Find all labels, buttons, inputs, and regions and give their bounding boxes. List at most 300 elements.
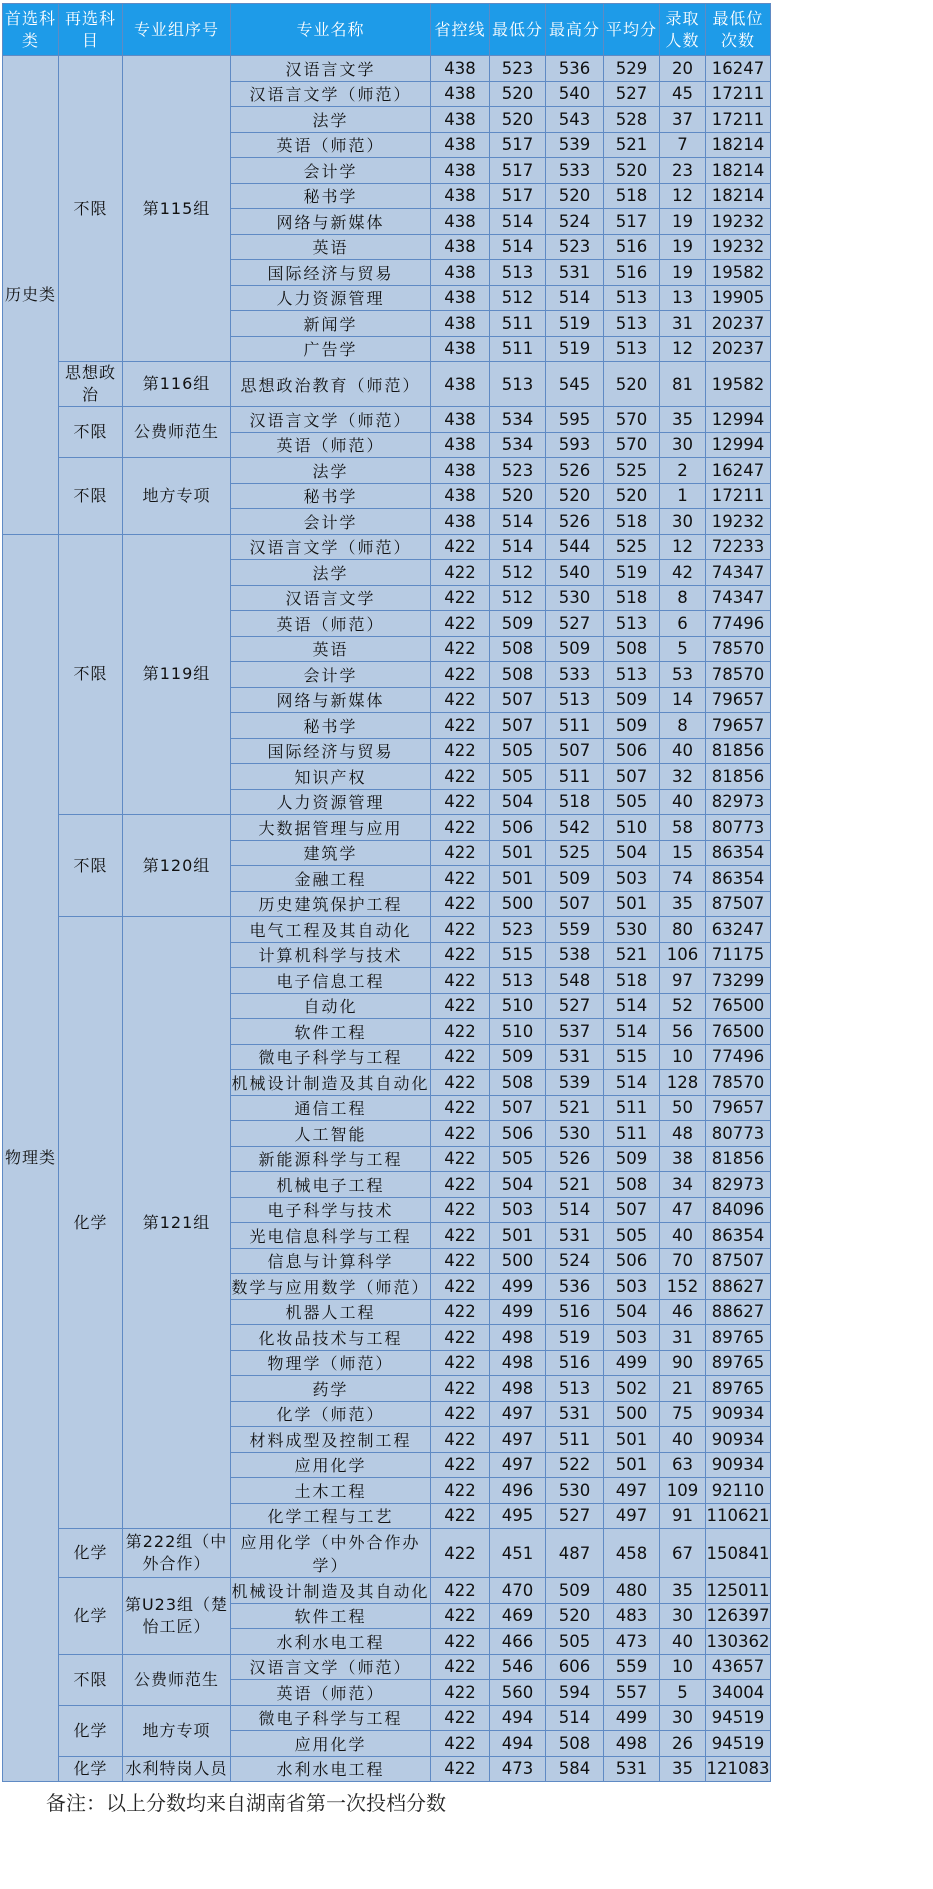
control-line-cell: 422 [431, 1223, 490, 1249]
min-rank-cell: 18214 [706, 183, 771, 209]
control-line-cell: 438 [431, 483, 490, 509]
avg-score-cell: 518 [604, 183, 660, 209]
min-rank-cell: 20237 [706, 311, 771, 337]
avg-score-cell: 503 [604, 1325, 660, 1351]
min-rank-cell: 19232 [706, 234, 771, 260]
table-row [3, 534, 771, 560]
min-rank-cell: 76500 [706, 1019, 771, 1045]
min-score-cell: 505 [490, 764, 546, 790]
table-row [3, 56, 771, 82]
group-number-cell: 第116组 [123, 362, 231, 407]
table-row [3, 362, 771, 407]
control-line-cell: 438 [431, 407, 490, 433]
max-score-cell: 519 [546, 311, 604, 337]
admitted-count-cell: 97 [660, 968, 706, 994]
min-score-cell: 501 [490, 840, 546, 866]
admitted-count-cell: 52 [660, 993, 706, 1019]
max-score-cell: 530 [546, 1478, 604, 1504]
control-line-cell: 422 [431, 1603, 490, 1629]
max-score-cell: 522 [546, 1452, 604, 1478]
header-min-rank: 最低位次数 [706, 4, 771, 56]
group-number-cell: 地方专项 [123, 458, 231, 535]
admitted-count-cell: 106 [660, 942, 706, 968]
max-score-cell: 511 [546, 764, 604, 790]
min-rank-cell: 80773 [706, 815, 771, 841]
avg-score-cell: 530 [604, 917, 660, 943]
second-subject-cell: 不限 [59, 56, 123, 362]
min-score-cell: 508 [490, 636, 546, 662]
avg-score-cell: 506 [604, 738, 660, 764]
control-line-cell: 438 [431, 107, 490, 133]
admission-table-wrapper [2, 3, 771, 1782]
max-score-cell: 514 [546, 1197, 604, 1223]
avg-score-cell: 521 [604, 942, 660, 968]
major-name-cell: 网络与新媒体 [231, 687, 431, 713]
major-name-cell: 汉语言文学 [231, 585, 431, 611]
admitted-count-cell: 19 [660, 234, 706, 260]
max-score-cell: 520 [546, 483, 604, 509]
min-rank-cell: 80773 [706, 1121, 771, 1147]
control-line-cell: 422 [431, 993, 490, 1019]
second-subject-cell: 不限 [59, 458, 123, 535]
control-line-cell: 422 [431, 713, 490, 739]
major-name-cell: 国际经济与贸易 [231, 260, 431, 286]
max-score-cell: 544 [546, 534, 604, 560]
max-score-cell: 526 [546, 458, 604, 484]
min-score-cell: 514 [490, 234, 546, 260]
avg-score-cell: 527 [604, 81, 660, 107]
second-subject-cell: 化学 [59, 917, 123, 1529]
avg-score-cell: 509 [604, 1146, 660, 1172]
major-name-cell: 机械电子工程 [231, 1172, 431, 1198]
min-score-cell: 520 [490, 81, 546, 107]
admitted-count-cell: 80 [660, 917, 706, 943]
group-number-cell: 地方专项 [123, 1705, 231, 1756]
admitted-count-cell: 10 [660, 1044, 706, 1070]
admitted-count-cell: 35 [660, 407, 706, 433]
admitted-count-cell: 81 [660, 362, 706, 407]
avg-score-cell: 520 [604, 362, 660, 407]
table-row [3, 1529, 771, 1578]
avg-score-cell: 504 [604, 840, 660, 866]
avg-score-cell: 519 [604, 560, 660, 586]
min-rank-cell: 19582 [706, 260, 771, 286]
admitted-count-cell: 10 [660, 1654, 706, 1680]
major-name-cell: 历史建筑保护工程 [231, 891, 431, 917]
min-rank-cell: 18214 [706, 158, 771, 184]
min-rank-cell: 19232 [706, 509, 771, 535]
control-line-cell: 422 [431, 1503, 490, 1529]
admitted-count-cell: 5 [660, 1680, 706, 1706]
max-score-cell: 594 [546, 1680, 604, 1706]
avg-score-cell: 509 [604, 713, 660, 739]
max-score-cell: 584 [546, 1756, 604, 1782]
admitted-count-cell: 46 [660, 1299, 706, 1325]
min-rank-cell: 74347 [706, 585, 771, 611]
max-score-cell: 513 [546, 687, 604, 713]
admitted-count-cell: 7 [660, 132, 706, 158]
max-score-cell: 527 [546, 1503, 604, 1529]
avg-score-cell: 501 [604, 1427, 660, 1453]
avg-score-cell: 521 [604, 132, 660, 158]
min-rank-cell: 78570 [706, 636, 771, 662]
table-row [3, 917, 771, 943]
min-rank-cell: 82973 [706, 789, 771, 815]
admitted-count-cell: 20 [660, 56, 706, 82]
avg-score-cell: 499 [604, 1705, 660, 1731]
avg-score-cell: 528 [604, 107, 660, 133]
admitted-count-cell: 14 [660, 687, 706, 713]
admitted-count-cell: 30 [660, 1705, 706, 1731]
max-score-cell: 507 [546, 891, 604, 917]
min-rank-cell: 130362 [706, 1629, 771, 1655]
avg-score-cell: 497 [604, 1503, 660, 1529]
max-score-cell: 540 [546, 560, 604, 586]
avg-score-cell: 520 [604, 483, 660, 509]
avg-score-cell: 518 [604, 968, 660, 994]
second-subject-cell: 思想政治 [59, 362, 123, 407]
header-max-score: 最高分 [546, 4, 604, 56]
control-line-cell: 422 [431, 1019, 490, 1045]
control-line-cell: 422 [431, 1274, 490, 1300]
admitted-count-cell: 35 [660, 891, 706, 917]
major-name-cell: 国际经济与贸易 [231, 738, 431, 764]
control-line-cell: 422 [431, 917, 490, 943]
major-name-cell: 法学 [231, 107, 431, 133]
max-score-cell: 536 [546, 1274, 604, 1300]
admission-score-table [2, 3, 771, 1782]
admitted-count-cell: 67 [660, 1529, 706, 1578]
major-name-cell: 材料成型及控制工程 [231, 1427, 431, 1453]
admitted-count-cell: 152 [660, 1274, 706, 1300]
avg-score-cell: 514 [604, 993, 660, 1019]
major-name-cell: 应用化学 [231, 1731, 431, 1757]
min-score-cell: 517 [490, 132, 546, 158]
max-score-cell: 509 [546, 866, 604, 892]
max-score-cell: 531 [546, 1401, 604, 1427]
min-score-cell: 509 [490, 611, 546, 637]
admitted-count-cell: 5 [660, 636, 706, 662]
min-rank-cell: 126397 [706, 1603, 771, 1629]
control-line-cell: 422 [431, 738, 490, 764]
avg-score-cell: 516 [604, 234, 660, 260]
control-line-cell: 422 [431, 687, 490, 713]
max-score-cell: 525 [546, 840, 604, 866]
control-line-cell: 422 [431, 764, 490, 790]
avg-score-cell: 525 [604, 458, 660, 484]
admitted-count-cell: 8 [660, 713, 706, 739]
max-score-cell: 507 [546, 738, 604, 764]
second-subject-cell: 化学 [59, 1756, 123, 1782]
min-score-cell: 494 [490, 1731, 546, 1757]
max-score-cell: 519 [546, 336, 604, 362]
avg-score-cell: 557 [604, 1680, 660, 1706]
major-name-cell: 金融工程 [231, 866, 431, 892]
max-score-cell: 531 [546, 1223, 604, 1249]
min-score-cell: 513 [490, 362, 546, 407]
min-score-cell: 466 [490, 1629, 546, 1655]
major-name-cell: 微电子科学与工程 [231, 1044, 431, 1070]
control-line-cell: 422 [431, 1452, 490, 1478]
avg-score-cell: 504 [604, 1299, 660, 1325]
major-name-cell: 水利水电工程 [231, 1629, 431, 1655]
admitted-count-cell: 70 [660, 1248, 706, 1274]
header-major-name: 专业名称 [231, 4, 431, 56]
control-line-cell: 422 [431, 815, 490, 841]
admitted-count-cell: 19 [660, 260, 706, 286]
min-score-cell: 505 [490, 738, 546, 764]
min-rank-cell: 43657 [706, 1654, 771, 1680]
major-name-cell: 光电信息科学与工程 [231, 1223, 431, 1249]
table-row [3, 458, 771, 484]
min-score-cell: 504 [490, 1172, 546, 1198]
control-line-cell: 422 [431, 560, 490, 586]
min-score-cell: 507 [490, 687, 546, 713]
min-score-cell: 451 [490, 1529, 546, 1578]
header-first-subject: 首选科类 [3, 4, 59, 56]
admitted-count-cell: 63 [660, 1452, 706, 1478]
table-row [3, 407, 771, 433]
major-name-cell: 秘书学 [231, 713, 431, 739]
major-name-cell: 人力资源管理 [231, 285, 431, 311]
min-score-cell: 517 [490, 183, 546, 209]
admitted-count-cell: 21 [660, 1376, 706, 1402]
max-score-cell: 527 [546, 611, 604, 637]
max-score-cell: 533 [546, 158, 604, 184]
major-name-cell: 英语 [231, 636, 431, 662]
min-score-cell: 510 [490, 1019, 546, 1045]
admitted-count-cell: 48 [660, 1121, 706, 1147]
min-score-cell: 496 [490, 1478, 546, 1504]
min-score-cell: 523 [490, 917, 546, 943]
major-name-cell: 法学 [231, 458, 431, 484]
control-line-cell: 422 [431, 636, 490, 662]
control-line-cell: 422 [431, 1197, 490, 1223]
avg-score-cell: 505 [604, 1223, 660, 1249]
major-name-cell: 英语（师范） [231, 132, 431, 158]
max-score-cell: 537 [546, 1019, 604, 1045]
control-line-cell: 422 [431, 611, 490, 637]
major-name-cell: 水利水电工程 [231, 1756, 431, 1782]
control-line-cell: 438 [431, 336, 490, 362]
min-score-cell: 473 [490, 1756, 546, 1782]
major-name-cell: 英语（师范） [231, 611, 431, 637]
max-score-cell: 521 [546, 1095, 604, 1121]
min-score-cell: 508 [490, 662, 546, 688]
min-rank-cell: 82973 [706, 1172, 771, 1198]
avg-score-cell: 498 [604, 1731, 660, 1757]
control-line-cell: 438 [431, 362, 490, 407]
major-name-cell: 会计学 [231, 662, 431, 688]
major-name-cell: 软件工程 [231, 1019, 431, 1045]
major-name-cell: 应用化学 [231, 1452, 431, 1478]
major-name-cell: 化妆品技术与工程 [231, 1325, 431, 1351]
admitted-count-cell: 34 [660, 1172, 706, 1198]
header-min-score: 最低分 [490, 4, 546, 56]
control-line-cell: 422 [431, 1121, 490, 1147]
max-score-cell: 514 [546, 285, 604, 311]
admitted-count-cell: 40 [660, 1223, 706, 1249]
avg-score-cell: 501 [604, 1452, 660, 1478]
control-line-cell: 422 [431, 1325, 490, 1351]
min-rank-cell: 78570 [706, 662, 771, 688]
admitted-count-cell: 12 [660, 183, 706, 209]
min-rank-cell: 94519 [706, 1705, 771, 1731]
avg-score-cell: 513 [604, 336, 660, 362]
header-group-number: 专业组序号 [123, 4, 231, 56]
min-rank-cell: 20237 [706, 336, 771, 362]
group-number-cell: 公费师范生 [123, 1654, 231, 1705]
group-number-cell: 第120组 [123, 815, 231, 917]
min-score-cell: 520 [490, 107, 546, 133]
max-score-cell: 536 [546, 56, 604, 82]
first-subject-cell: 物理类 [3, 534, 59, 1782]
admitted-count-cell: 15 [660, 840, 706, 866]
min-score-cell: 498 [490, 1376, 546, 1402]
avg-score-cell: 503 [604, 866, 660, 892]
major-name-cell: 化学（师范） [231, 1401, 431, 1427]
min-rank-cell: 79657 [706, 713, 771, 739]
header-avg-score: 平均分 [604, 4, 660, 56]
admitted-count-cell: 1 [660, 483, 706, 509]
min-rank-cell: 87507 [706, 891, 771, 917]
table-row [3, 1654, 771, 1680]
max-score-cell: 530 [546, 1121, 604, 1147]
max-score-cell: 520 [546, 1603, 604, 1629]
min-rank-cell: 72233 [706, 534, 771, 560]
max-score-cell: 513 [546, 1376, 604, 1402]
min-score-cell: 497 [490, 1452, 546, 1478]
major-name-cell: 人力资源管理 [231, 789, 431, 815]
control-line-cell: 422 [431, 891, 490, 917]
avg-score-cell: 507 [604, 764, 660, 790]
max-score-cell: 595 [546, 407, 604, 433]
admitted-count-cell: 32 [660, 764, 706, 790]
group-number-cell: 第115组 [123, 56, 231, 362]
admitted-count-cell: 23 [660, 158, 706, 184]
min-score-cell: 507 [490, 1095, 546, 1121]
max-score-cell: 520 [546, 183, 604, 209]
control-line-cell: 438 [431, 209, 490, 235]
max-score-cell: 539 [546, 1070, 604, 1096]
min-rank-cell: 17211 [706, 107, 771, 133]
max-score-cell: 516 [546, 1350, 604, 1376]
min-rank-cell: 12994 [706, 407, 771, 433]
control-line-cell: 438 [431, 458, 490, 484]
admitted-count-cell: 8 [660, 585, 706, 611]
control-line-cell: 422 [431, 1299, 490, 1325]
major-name-cell: 汉语言文学（师范） [231, 534, 431, 560]
min-rank-cell: 125011 [706, 1578, 771, 1604]
admitted-count-cell: 12 [660, 336, 706, 362]
admitted-count-cell: 26 [660, 1731, 706, 1757]
admitted-count-cell: 56 [660, 1019, 706, 1045]
max-score-cell: 526 [546, 1146, 604, 1172]
admitted-count-cell: 47 [660, 1197, 706, 1223]
control-line-cell: 438 [431, 509, 490, 535]
min-rank-cell: 17211 [706, 81, 771, 107]
min-rank-cell: 89765 [706, 1376, 771, 1402]
major-name-cell: 化学工程与工艺 [231, 1503, 431, 1529]
header-admitted-count: 录取人数 [660, 4, 706, 56]
admitted-count-cell: 91 [660, 1503, 706, 1529]
admitted-count-cell: 31 [660, 1325, 706, 1351]
major-name-cell: 汉语言文学 [231, 56, 431, 82]
admitted-count-cell: 35 [660, 1578, 706, 1604]
control-line-cell: 422 [431, 662, 490, 688]
max-score-cell: 543 [546, 107, 604, 133]
min-score-cell: 506 [490, 1121, 546, 1147]
min-rank-cell: 150841 [706, 1529, 771, 1578]
control-line-cell: 422 [431, 1705, 490, 1731]
major-name-cell: 秘书学 [231, 183, 431, 209]
min-score-cell: 497 [490, 1427, 546, 1453]
major-name-cell: 英语 [231, 234, 431, 260]
avg-score-cell: 506 [604, 1248, 660, 1274]
major-name-cell: 会计学 [231, 158, 431, 184]
max-score-cell: 548 [546, 968, 604, 994]
max-score-cell: 508 [546, 1731, 604, 1757]
major-name-cell: 知识产权 [231, 764, 431, 790]
major-name-cell: 物理学（师范） [231, 1350, 431, 1376]
min-rank-cell: 19232 [706, 209, 771, 235]
control-line-cell: 422 [431, 1529, 490, 1578]
min-score-cell: 514 [490, 534, 546, 560]
max-score-cell: 527 [546, 993, 604, 1019]
header-control-line: 省控线 [431, 4, 490, 56]
control-line-cell: 438 [431, 432, 490, 458]
second-subject-cell: 不限 [59, 407, 123, 458]
avg-score-cell: 570 [604, 407, 660, 433]
min-rank-cell: 89765 [706, 1350, 771, 1376]
min-rank-cell: 84096 [706, 1197, 771, 1223]
avg-score-cell: 570 [604, 432, 660, 458]
control-line-cell: 422 [431, 1044, 490, 1070]
min-rank-cell: 86354 [706, 1223, 771, 1249]
second-subject-cell: 不限 [59, 534, 123, 815]
admitted-count-cell: 30 [660, 1603, 706, 1629]
table-row [3, 1705, 771, 1731]
min-rank-cell: 19582 [706, 362, 771, 407]
control-line-cell: 438 [431, 56, 490, 82]
min-score-cell: 507 [490, 713, 546, 739]
control-line-cell: 438 [431, 285, 490, 311]
min-rank-cell: 94519 [706, 1731, 771, 1757]
avg-score-cell: 508 [604, 636, 660, 662]
first-subject-cell: 历史类 [3, 56, 59, 535]
major-name-cell: 电气工程及其自动化 [231, 917, 431, 943]
avg-score-cell: 511 [604, 1095, 660, 1121]
min-rank-cell: 34004 [706, 1680, 771, 1706]
control-line-cell: 422 [431, 840, 490, 866]
admitted-count-cell: 6 [660, 611, 706, 637]
max-score-cell: 542 [546, 815, 604, 841]
control-line-cell: 438 [431, 132, 490, 158]
min-score-cell: 510 [490, 993, 546, 1019]
major-name-cell: 通信工程 [231, 1095, 431, 1121]
avg-score-cell: 507 [604, 1197, 660, 1223]
max-score-cell: 531 [546, 1044, 604, 1070]
max-score-cell: 606 [546, 1654, 604, 1680]
second-subject-cell: 不限 [59, 815, 123, 917]
major-name-cell: 英语（师范） [231, 432, 431, 458]
min-score-cell: 511 [490, 336, 546, 362]
min-score-cell: 512 [490, 285, 546, 311]
avg-score-cell: 516 [604, 260, 660, 286]
avg-score-cell: 473 [604, 1629, 660, 1655]
min-score-cell: 520 [490, 483, 546, 509]
min-score-cell: 511 [490, 311, 546, 337]
